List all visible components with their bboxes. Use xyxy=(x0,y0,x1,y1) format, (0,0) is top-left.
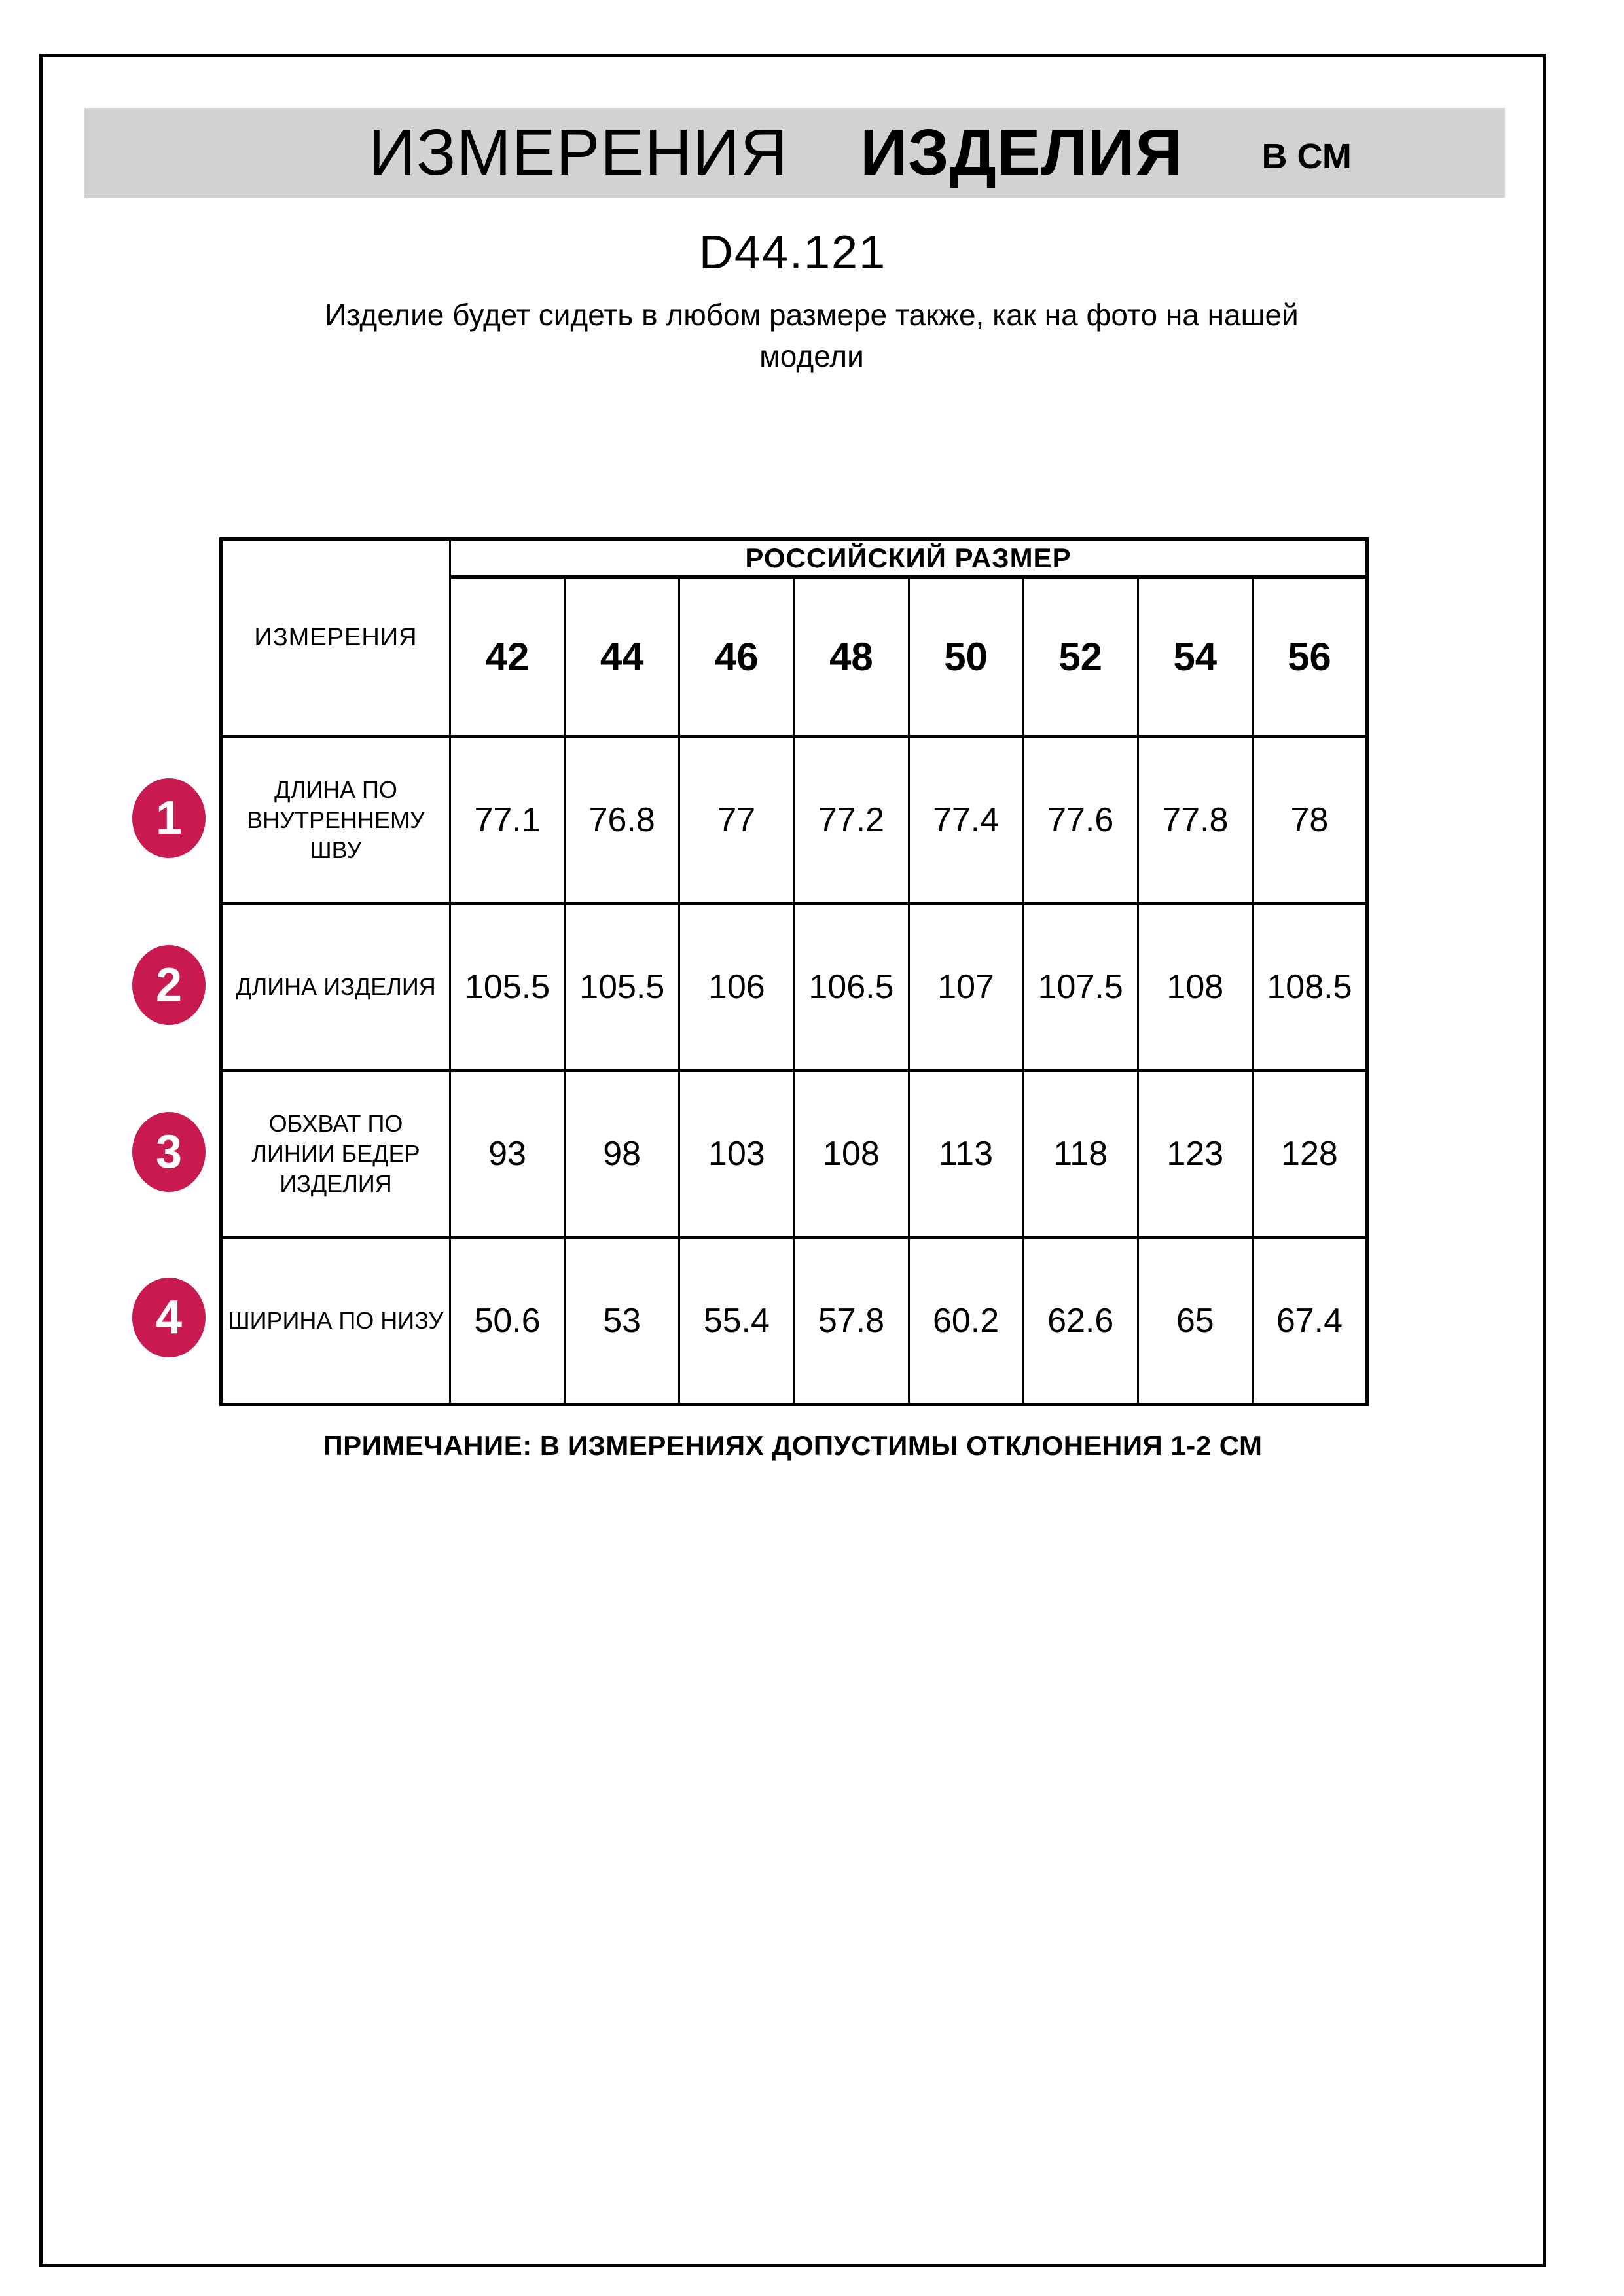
size-column-header: 54 xyxy=(1138,577,1252,737)
measurement-value: 77.6 xyxy=(1023,737,1138,904)
size-column-header: 52 xyxy=(1023,577,1138,737)
measurement-value: 107.5 xyxy=(1023,904,1138,1071)
measurement-value: 93 xyxy=(450,1071,565,1238)
row-number-badge-2: 2 xyxy=(132,945,206,1025)
table-row-garment-length xyxy=(221,904,1367,1071)
measurement-value: 67.4 xyxy=(1252,1238,1367,1405)
row-number-badge-1: 1 xyxy=(132,778,206,858)
measurement-value: 118 xyxy=(1023,1071,1138,1238)
table-row-inseam-length xyxy=(221,737,1367,904)
title-bar xyxy=(84,108,1505,198)
measurement-value: 57.8 xyxy=(794,1238,909,1405)
measurement-value: 65 xyxy=(1138,1238,1252,1405)
table-row-hip-girth xyxy=(221,1071,1367,1238)
row-label: ШИРИНА ПО НИЗУ xyxy=(221,1238,450,1405)
size-column-header: 42 xyxy=(450,577,565,737)
page-title-units: В СМ xyxy=(1261,136,1352,176)
page-title-measurements: ИЗМЕРЕНИЯ xyxy=(369,116,789,189)
row-number-badge-4: 4 xyxy=(132,1278,206,1357)
table-row-bottom-width xyxy=(221,1238,1367,1405)
row-number-badge-3: 3 xyxy=(132,1112,206,1192)
tolerance-note: ПРИМЕЧАНИЕ: В ИЗМЕРЕНИЯХ ДОПУСТИМЫ ОТКЛОНЕНИЯ 1-2 СМ xyxy=(323,1430,1263,1461)
size-column-header: 50 xyxy=(909,577,1023,737)
measurement-value: 60.2 xyxy=(909,1238,1023,1405)
measurement-value: 123 xyxy=(1138,1071,1252,1238)
measurement-value: 107 xyxy=(909,904,1023,1071)
measurement-value: 106.5 xyxy=(794,904,909,1071)
row-label: ДЛИНА ИЗДЕЛИЯ xyxy=(221,904,450,1071)
size-measurements-table xyxy=(219,537,1369,1406)
row-label: ОБХВАТ ПО ЛИНИИ БЕДЕР ИЗДЕЛИЯ xyxy=(221,1071,450,1238)
measurement-value: 77 xyxy=(679,737,794,904)
size-column-header: 56 xyxy=(1252,577,1367,737)
measurement-value: 55.4 xyxy=(679,1238,794,1405)
measurement-value: 108.5 xyxy=(1252,904,1367,1071)
page-title-product: ИЗДЕЛИЯ xyxy=(860,116,1183,189)
measurement-value: 77.1 xyxy=(450,737,565,904)
measurement-value: 76.8 xyxy=(565,737,679,904)
measurement-value: 98 xyxy=(565,1071,679,1238)
measurement-value: 50.6 xyxy=(450,1238,565,1405)
measurement-value: 113 xyxy=(909,1071,1023,1238)
measurement-value: 105.5 xyxy=(565,904,679,1071)
measurement-value: 108 xyxy=(1138,904,1252,1071)
measurement-value: 77.8 xyxy=(1138,737,1252,904)
measurement-value: 77.2 xyxy=(794,737,909,904)
size-column-header: 44 xyxy=(565,577,679,737)
measurement-value: 105.5 xyxy=(450,904,565,1071)
measurement-value: 106 xyxy=(679,904,794,1071)
product-code: D44.121 xyxy=(698,226,887,279)
table-corner-label: ИЗМЕРЕНИЯ xyxy=(221,539,450,737)
size-column-header: 48 xyxy=(794,577,909,737)
size-column-header: 46 xyxy=(679,577,794,737)
measurement-value: 62.6 xyxy=(1023,1238,1138,1405)
measurement-value: 108 xyxy=(794,1071,909,1238)
fit-note-subtitle: Изделие будет сидеть в любом размере также, как на фото на нашей модели xyxy=(325,298,1299,373)
table-row xyxy=(221,539,1367,577)
measurement-value: 53 xyxy=(565,1238,679,1405)
row-label: ДЛИНА ПО ВНУТРЕННЕМУ ШВУ xyxy=(221,737,450,904)
measurement-value: 78 xyxy=(1252,737,1367,904)
measurement-value: 128 xyxy=(1252,1071,1367,1238)
measurement-value: 103 xyxy=(679,1071,794,1238)
russian-size-header: РОССИЙСКИЙ РАЗМЕР xyxy=(450,539,1367,577)
measurement-value: 77.4 xyxy=(909,737,1023,904)
